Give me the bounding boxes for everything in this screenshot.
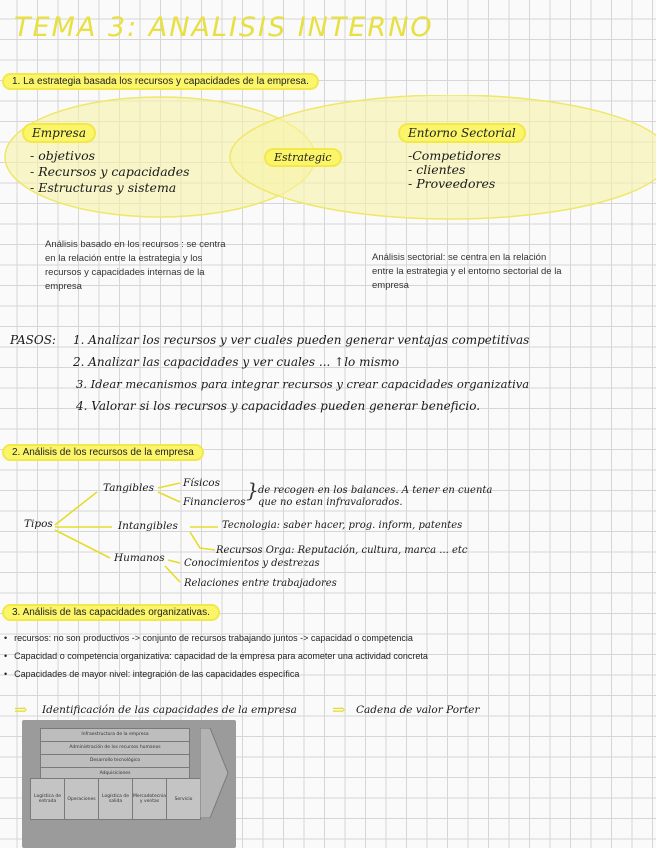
- value-chain-photo: [22, 720, 236, 848]
- paso-step: 4. Valorar si los recursos y capacidades pueden generar beneficio.: [76, 399, 481, 413]
- relaciones-label: Relaciones entre trabajadores: [184, 578, 337, 589]
- empresa-item: - objetivos: [30, 148, 96, 163]
- paso-step: 2. Analizar las capacidades y ver cuales ... ↑lo mismo: [73, 355, 400, 369]
- primary-col: Logística de entrada: [30, 778, 65, 820]
- arrow-right-icon: ⇒: [14, 700, 28, 719]
- section-3-heading: 3. Análisis de las capacidades organizativas.: [2, 604, 220, 621]
- cadena-valor-text: Cadena de valor Porter: [356, 704, 480, 716]
- section-1-heading: 1. La estrategia basada los recursos y capacidades de la empresa.: [2, 73, 319, 90]
- empresa-label: Empresa: [22, 123, 96, 143]
- entorno-item: - clientes: [408, 162, 466, 177]
- empresa-item: - Recursos y capacidades: [30, 164, 190, 179]
- fisicos-label: Físicos: [183, 477, 220, 489]
- page-title: TEMA 3: ANALISIS INTERNO: [14, 12, 434, 43]
- bullet-item: • Capacidad o competencia organizativa: capacidad de la empresa para acometer una actividad concreta: [4, 651, 428, 661]
- arrow-humanos: [55, 530, 110, 558]
- recursos-org-label: Recursos Orga: Reputación, cultura, marca ... etc: [216, 545, 468, 556]
- primary-col: Servicio: [166, 778, 201, 820]
- humanos-label: Humanos: [114, 552, 165, 564]
- conocimientos-label: Conocimientos y destrezas: [184, 558, 320, 569]
- bullet-item: • recursos: no son productivos -> conjunto de recursos trabajando juntos -> capacidad o competencia: [4, 633, 413, 643]
- arrow-right-icon: ⇒: [332, 700, 346, 719]
- arrow-financieros: [158, 492, 180, 502]
- support-row: Administración de los recursos humanos: [40, 741, 190, 755]
- section-2-heading: 2. Análisis de los recursos de la empresa: [2, 444, 204, 461]
- margin-arrow: [200, 728, 230, 818]
- tecnologia-label: Tecnologia: saber hacer, prog. inform, patentes: [222, 520, 463, 531]
- paso-step: 1. Analizar los recursos y ver cuales pueden generar ventajas competitivas: [73, 333, 530, 347]
- tangibles-label: Tangibles: [103, 482, 154, 494]
- arrow-tangibles: [55, 492, 97, 525]
- support-row: Infraestructura de la empresa: [40, 728, 190, 742]
- identificacion-text: Identificación de las capacidades de la empresa: [42, 704, 297, 716]
- tipos-label: Tipos: [24, 518, 53, 530]
- note-sectorial: Análisis sectorial: se centra en la relación entre la estrategia y el entorno sectorial de la empresa: [372, 252, 562, 291]
- empresa-item: - Estructuras y sistema: [30, 180, 177, 195]
- arrow-fisicos: [158, 483, 180, 488]
- pasos-label: PASOS:: [10, 333, 56, 347]
- estrategia-label: Estrategic: [264, 148, 342, 167]
- entorno-item: -Competidores: [408, 148, 501, 163]
- entorno-label: Entorno Sectorial: [398, 123, 526, 143]
- intangibles-label: Intangibles: [118, 520, 178, 532]
- arrow-recursos-org: [190, 532, 215, 550]
- arrow-conocimientos: [168, 560, 180, 563]
- primary-col: Operaciones: [64, 778, 99, 820]
- entorno-item: - Proveedores: [408, 176, 496, 191]
- bullet-item: • Capacidades de mayor nivel: integración de las capacidades específica: [4, 669, 299, 679]
- note-recursos: Análisis basado en los recursos : se centra en la relación entre la estrategia y los recursos y capacidades internas de la empresa: [45, 239, 226, 292]
- brace-icon: }: [246, 478, 259, 502]
- arrow-relaciones: [165, 566, 180, 582]
- support-row: Adquisiciones: [40, 767, 190, 781]
- paso-step: 3. Idear mecanismos para integrar recursos y crear capacidades organizativa: [76, 377, 530, 391]
- support-row: Desarrollo tecnológico: [40, 754, 190, 768]
- primary-col: Mercadotecnia y ventas: [132, 778, 167, 820]
- tangibles-note: que no estan infravalorados.: [258, 497, 403, 508]
- primary-col: Logística de salida: [98, 778, 133, 820]
- financieros-label: Financieros: [183, 496, 246, 508]
- tangibles-note: de recogen en los balances. A tener en cuenta: [258, 485, 493, 496]
